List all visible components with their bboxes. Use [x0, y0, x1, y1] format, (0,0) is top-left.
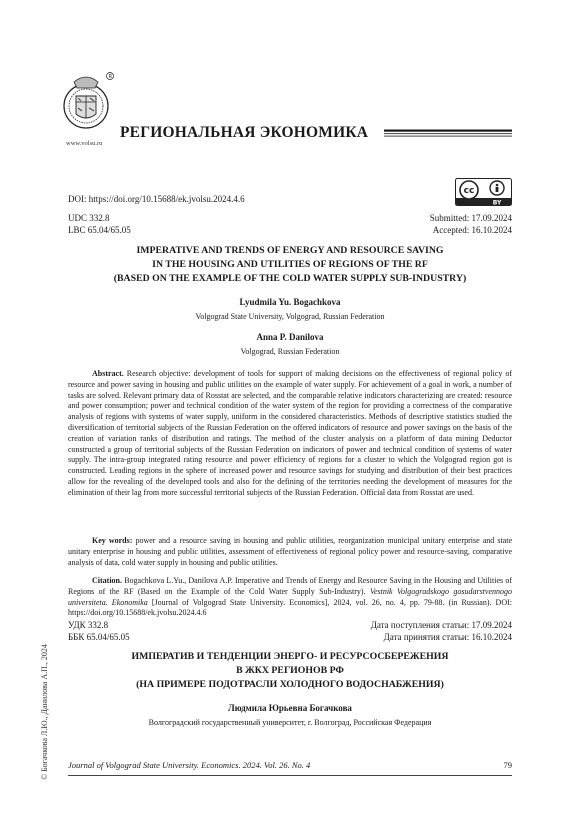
en-keywords [68, 536, 512, 568]
page-number: 79 [503, 760, 512, 770]
ru-affiliation-1: Волгоградский государственный университет, г. Волгоград, Российская Федерация [148, 718, 432, 727]
en-title-line: (BASED ON THE EXAMPLE OF THE COLD WATER SUPPLY SUB-INDUSTRY) [113, 273, 467, 284]
footer-rule [68, 775, 512, 776]
website-url: www.volsu.ru [66, 140, 103, 147]
en-title-line: IMPERATIVE AND TRENDS OF ENERGY AND RESOURCE SAVING [136, 245, 444, 256]
en-submitted: Submitted: 17.09.2024 [429, 213, 512, 223]
cc-by-license-icon [455, 178, 512, 206]
copyright-vertical [40, 600, 51, 780]
svg-text:R: R [108, 74, 113, 80]
en-accepted: Accepted: 16.10.2024 [432, 225, 512, 235]
en-author-1: Lyudmila Yu. Bogachkova [239, 297, 341, 307]
keywords-text: power and a resource saving in housing and public utilities, reorganization municipal unitary enterprise and state unitary enterprise in housing and public utilities, assessment of effectiveness of regional policy power and resource-saving, comparative analysis of data, cold water supply in housing and public utilities. [68, 536, 512, 567]
ru-author-1: Людмила Юрьевна Богачкова [228, 703, 352, 713]
university-logo-emblem [62, 68, 120, 140]
en-affiliation-2: Volgograd, Russian Federation [240, 347, 340, 356]
ru-title-line: В ЖКХ РЕГИОНОВ РФ [236, 665, 344, 676]
cc-label: cc [463, 186, 475, 196]
citation-text-a: Bogachkova L.Yu., Danilova A.P. Imperative and Trends of Energy and Resource Saving in the Housing and Utilities of Regions of the RF (Based on the Example of the Cold Water Supply Sub-Industry). [68, 576, 512, 596]
abstract-label: Abstract. [92, 369, 124, 378]
journal-title-rule [384, 129, 512, 138]
by-label: BY [492, 199, 502, 206]
ru-title-line: ИМПЕРАТИВ И ТЕНДЕНЦИИ ЭНЕРГО- И РЕСУРСОСБЕРЕЖЕНИЯ [131, 651, 449, 662]
ru-lbc: ББК 65.04/65.05 [68, 632, 130, 642]
en-affiliation-1: Volgograd State University, Volgograd, Russian Federation [195, 312, 385, 321]
copyright-text: © Богачкова Л.Ю., Данилова А.П., 2024 [40, 644, 49, 780]
citation-label: Citation. [92, 576, 122, 585]
en-author-2: Anna P. Danilova [256, 332, 324, 342]
ru-udc: УДК 332.8 [68, 620, 109, 630]
citation-text-b: [Journal of Volgograd State University. Economics], 2024, vol. 26, no. 4, pp. 79-88. (in Russian). DOI: https://doi.org/10.15688/ek.jvolsu.2024.4.6 [68, 597, 513, 618]
page-footer [68, 760, 512, 770]
en-article-title [68, 244, 512, 286]
en-citation [68, 576, 512, 619]
ru-title-line: (НА ПРИМЕРЕ ПОДОТРАСЛИ ХОЛОДНОГО ВОДОСНАБЖЕНИЯ) [136, 679, 444, 690]
ru-submitted: Дата поступления статьи: 17.09.2024 [370, 620, 512, 630]
abstract-text: Research objective: development of tools for support of making decisions on the effectiveness of regional policy of resource and power saving in housing and public utilities on the example of water supply. For achievement of a goal in work, a number of tasks are solved. Relevant primary data of Rosstat are selected, and the comparable relative indicators characterizing are created: resource and power consumption; power and technical condition of the water system of the region for providing a correctness of the comparative analysis of regions with systems of water supply, uniform in the considered characteristics. Methods of descriptive statistics studied the diversification of territorial subjects of the Russian Federation on the offered indicators of resource and power savings on the basis of the creation of variation ranks of distribution and ratings. The method of the cluster analysis on a platform of data mining Deductor constructed a group of territorial subjects of the Russian Federation on indicators of power and technical condition of systems of water supply. The intra-group integrated rating resource and power efficiency of regions for a cluster to which the Volgograd region got is constructed. Leading regions in the sphere of increased power and resource savings for studying and distribution of their best practices allow for the revealing of the developed tools and also for the defining of the territories needing the development of measures for the elimination of their lag from more successful territorial subjects of the Russian Federation. Official data from Rosstat are used. [68, 369, 512, 497]
en-title-line: IN THE HOUSING AND UTILITIES OF REGIONS OF THE RF [152, 259, 428, 270]
citation-journal: Vestnik Volgogradskogo gosudarstvennogo universiteta. Ekonomika [68, 586, 513, 607]
ru-meta-row-1 [68, 620, 512, 631]
doi-line: DOI: https://doi.org/10.15688/ek.jvolsu.2024.4.6 [68, 194, 245, 204]
ru-article-title [68, 650, 512, 692]
ru-accepted: Дата принятия статьи: 16.10.2024 [383, 632, 512, 642]
journal-title: РЕГИОНАЛЬНАЯ ЭКОНОМИКА [120, 124, 369, 141]
en-udc: UDC 332.8 [68, 213, 110, 223]
footer-journal: Journal of Volgograd State University. Economics. 2024. Vol. 26. No. 4 [68, 760, 311, 770]
ru-meta-row-2 [68, 632, 512, 643]
en-meta-row-2 [68, 225, 512, 236]
keywords-label: Key words: [92, 536, 133, 545]
en-abstract [68, 369, 512, 499]
en-meta-row-1 [68, 213, 512, 224]
en-lbc: LBC 65.04/65.05 [68, 225, 131, 235]
